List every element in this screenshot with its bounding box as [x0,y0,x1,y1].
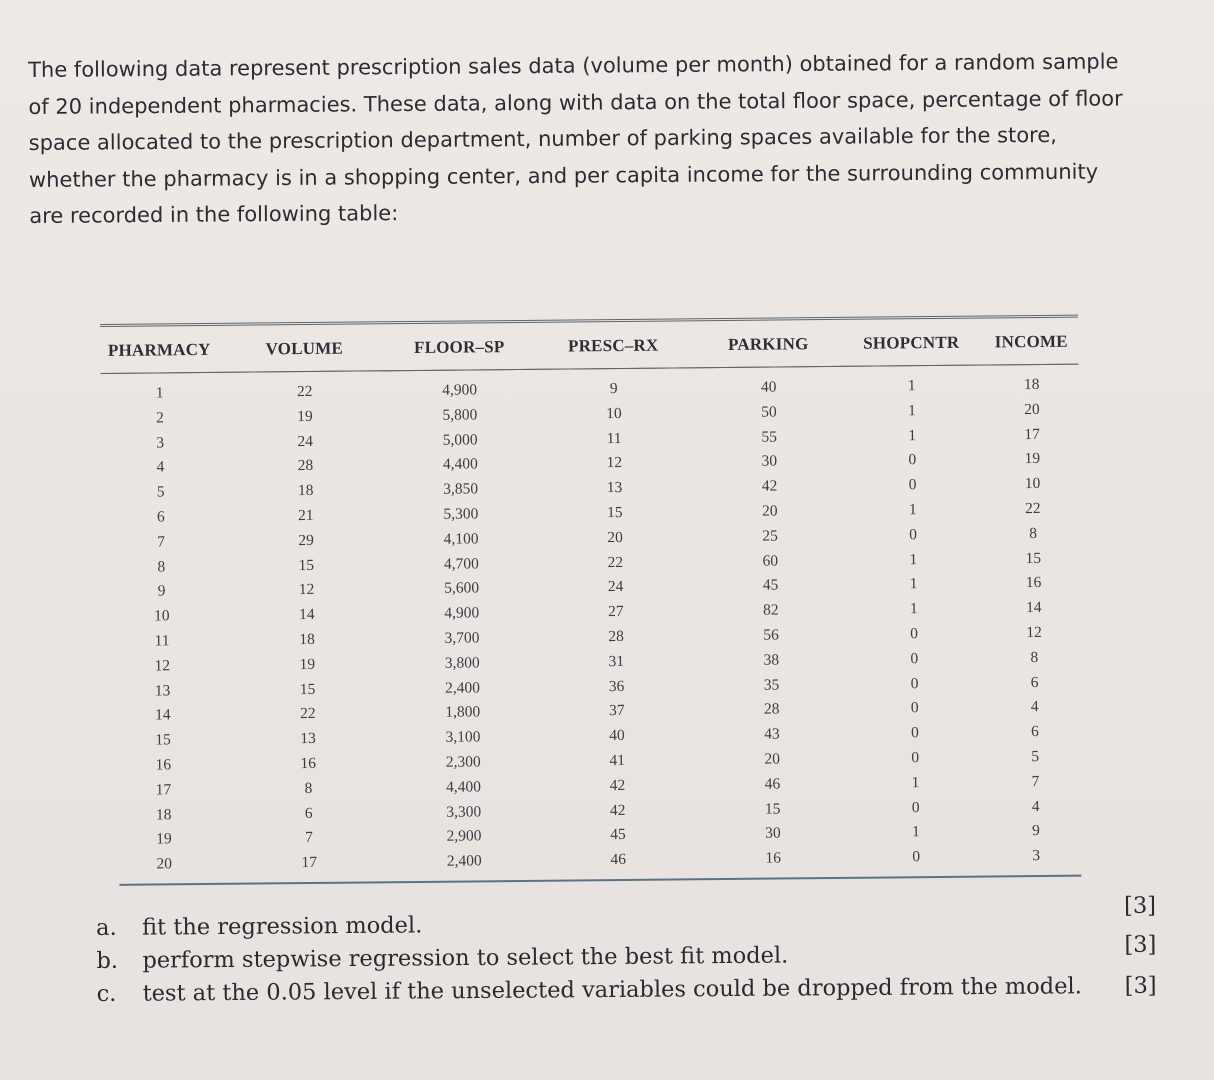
cell-volume: 18 [297,482,314,500]
question-letter: a. [96,914,117,941]
cell-volume: 29 [298,531,314,549]
cell-volume: 7 [305,829,313,847]
cell-presc-rx: 13 [606,479,623,497]
cell-floor-sp: 4,400 [442,455,478,474]
cell-floor-sp: 5,300 [443,505,479,523]
cell-presc-rx: 15 [607,503,623,522]
question-list [96,892,1157,1011]
cell-shopcntr: 0 [910,649,919,668]
cell-floor-sp: 3,700 [444,629,480,647]
cell-shopcntr: 1 [908,426,917,444]
cell-presc-rx: 28 [608,627,624,646]
cell-pharmacy: 2 [155,409,164,427]
cell-volume: 24 [297,432,314,450]
cell-floor-sp: 1,800 [445,703,481,722]
cell-presc-rx: 10 [606,404,622,422]
cell-income: 10 [1024,475,1041,493]
cell-volume: 14 [299,606,315,624]
cell-parking: 20 [764,750,781,768]
cell-parking: 43 [764,725,780,743]
cell-presc-rx: 45 [610,826,626,844]
cell-parking: 82 [762,601,779,619]
cell-pharmacy: 18 [155,805,172,824]
cell-income: 15 [1025,549,1042,567]
cell-presc-rx: 27 [607,603,624,621]
cell-income: 4 [1031,797,1040,815]
cell-shopcntr: 1 [911,823,920,841]
cell-floor-sp: 4,900 [444,604,480,622]
cell-volume: 19 [299,655,316,673]
cell-income: 8 [1029,524,1038,542]
question-marks: [3] [1124,972,1157,999]
cell-volume: 16 [300,754,317,773]
cell-shopcntr: 1 [909,575,918,593]
cell-shopcntr: 0 [910,699,919,717]
cell-parking: 30 [765,824,781,842]
cell-volume: 22 [299,705,316,723]
cell-presc-rx: 36 [608,677,625,695]
cell-presc-rx: 22 [607,553,624,571]
col-header-floor-sp: FLOOR–SP [413,337,505,357]
intro-line: space allocated to the prescription department, number of parking spaces available for the store, [28,122,1057,155]
cell-floor-sp: 4,400 [445,778,482,796]
cell-pharmacy: 12 [154,657,171,675]
cell-floor-sp: 4,100 [443,530,479,548]
cell-parking: 60 [762,552,779,570]
cell-income: 14 [1025,599,1042,617]
cell-presc-rx: 24 [607,578,624,596]
question-text: fit the regression model. [142,912,423,941]
cell-income: 16 [1025,574,1042,592]
question-marks: [3] [1124,892,1157,919]
intro-line: whether the pharmacy is in a shopping center, and per capita income for the surrounding community [28,159,1099,192]
cell-presc-rx: 46 [610,851,627,869]
cell-parking: 40 [760,378,777,396]
cell-parking: 20 [762,502,778,520]
question-letter: b. [96,947,119,974]
cell-presc-rx: 9 [609,380,618,398]
cell-shopcntr: 0 [909,525,918,544]
question-c [97,970,1157,1011]
cell-parking: 55 [761,428,777,446]
intro-line: are recorded in the following table: [29,201,399,228]
cell-presc-rx: 20 [607,528,623,546]
cell-income: 8 [1030,648,1039,666]
cell-presc-rx: 42 [609,776,626,794]
cell-presc-rx: 11 [606,429,622,447]
cell-volume: 13 [300,730,316,748]
cell-shopcntr: 1 [907,377,916,395]
cell-floor-sp: 2,400 [446,852,482,870]
cell-parking: 15 [764,800,781,818]
cell-shopcntr: 0 [911,798,920,816]
cell-parking: 46 [764,775,781,793]
cell-shopcntr: 0 [908,476,917,494]
cell-floor-sp: 5,800 [442,406,478,424]
cell-parking: 45 [762,576,779,595]
cell-income: 3 [1032,847,1041,865]
cell-floor-sp: 5,000 [442,430,478,449]
cell-pharmacy: 14 [154,706,171,724]
cell-income: 6 [1030,673,1039,691]
cell-volume: 21 [298,506,314,525]
cell-pharmacy: 15 [155,731,171,749]
cell-income: 20 [1024,400,1040,418]
cell-volume: 15 [299,680,316,698]
cell-pharmacy: 13 [154,681,171,700]
cell-income: 9 [1031,822,1040,840]
cell-volume: 12 [298,581,315,599]
cell-shopcntr: 0 [911,749,920,767]
cell-presc-rx: 42 [609,801,626,819]
cell-presc-rx: 31 [608,652,625,670]
cell-parking: 38 [763,651,780,669]
col-header-pharmacy: PHARMACY [107,339,211,360]
cell-volume: 19 [297,407,313,425]
cell-parking: 42 [761,477,778,495]
pharmacy-data-table [100,311,1083,886]
cell-volume: 17 [301,854,318,872]
cell-floor-sp: 4,900 [442,381,478,399]
cell-pharmacy: 20 [156,855,173,873]
cell-pharmacy: 6 [156,508,165,526]
cell-floor-sp: 2,300 [445,753,481,771]
cell-pharmacy: 7 [157,533,166,551]
cell-income: 4 [1030,698,1039,716]
cell-volume: 22 [296,382,313,401]
cell-floor-sp: 3,100 [445,728,481,746]
cell-income: 12 [1026,623,1042,642]
question-marks: [3] [1124,931,1157,958]
question-text: test at the 0.05 level if the unselected variables could be dropped from the model. [142,973,1082,1007]
question-letter: c. [96,980,117,1007]
cell-presc-rx: 37 [608,702,625,720]
cell-parking: 56 [763,626,779,644]
cell-parking: 30 [761,452,778,471]
cell-pharmacy: 4 [156,458,165,476]
col-header-volume: VOLUME [265,338,344,359]
cell-pharmacy: 5 [156,483,165,501]
cell-floor-sp: 3,300 [446,802,482,821]
cell-pharmacy: 8 [157,557,166,576]
cell-income: 5 [1031,747,1040,766]
cell-shopcntr: 0 [908,451,917,469]
question-text: perform stepwise regression to select the best fit model. [142,942,789,974]
cell-pharmacy: 9 [157,582,166,600]
cell-income: 18 [1023,375,1040,394]
cell-floor-sp: 5,600 [444,579,480,598]
cell-income: 7 [1031,772,1040,790]
col-header-parking: PARKING [727,334,809,354]
cell-pharmacy: 1 [155,384,164,402]
cell-floor-sp: 3,850 [443,480,479,498]
intro-line: The following data represent prescription sales data (volume per month) obtained for a random sample [28,49,1119,82]
cell-income: 6 [1031,723,1039,741]
cell-parking: 35 [763,676,780,694]
col-header-income: INCOME [994,331,1068,352]
cell-presc-rx: 40 [609,727,625,745]
cell-shopcntr: 0 [912,848,921,866]
cell-shopcntr: 0 [910,625,919,643]
cell-presc-rx: 41 [609,751,626,770]
cell-pharmacy: 19 [156,830,172,848]
cell-income: 19 [1024,450,1041,468]
cell-shopcntr: 1 [909,600,918,618]
cell-pharmacy: 10 [154,607,170,625]
cell-income: 22 [1025,499,1041,518]
cell-pharmacy: 16 [155,756,172,774]
cell-shopcntr: 0 [910,674,919,692]
cell-floor-sp: 2,400 [445,678,481,697]
cell-volume: 8 [304,779,313,797]
cell-parking: 25 [762,527,778,545]
cell-pharmacy: 11 [154,632,170,650]
cell-shopcntr: 1 [911,773,920,791]
cell-floor-sp: 2,900 [446,827,482,846]
intro-line: of 20 independent pharmacies. These data, along with data on the total floor space, percentage of floor [28,85,1123,119]
cell-shopcntr: 1 [909,550,918,568]
cell-pharmacy: 3 [156,433,165,452]
cell-shopcntr: 1 [907,401,916,420]
cell-parking: 16 [765,849,782,867]
cell-volume: 28 [297,457,314,475]
col-header-shopcntr: SHOPCNTR [863,332,960,353]
cell-volume: 15 [298,556,315,574]
cell-income: 17 [1024,425,1040,443]
cell-parking: 28 [763,700,780,719]
cell-shopcntr: 0 [911,724,919,742]
cell-shopcntr: 1 [908,501,917,519]
cell-floor-sp: 3,800 [444,654,480,672]
cell-floor-sp: 4,700 [443,554,479,573]
cell-pharmacy: 17 [155,781,172,799]
cell-presc-rx: 12 [606,454,623,472]
intro-paragraph [28,43,1189,235]
cell-volume: 6 [304,804,313,822]
col-header-presc-rx: PRESC–RX [567,335,659,356]
cell-volume: 18 [299,630,315,649]
cell-parking: 50 [761,403,777,421]
table-body [101,364,1084,878]
